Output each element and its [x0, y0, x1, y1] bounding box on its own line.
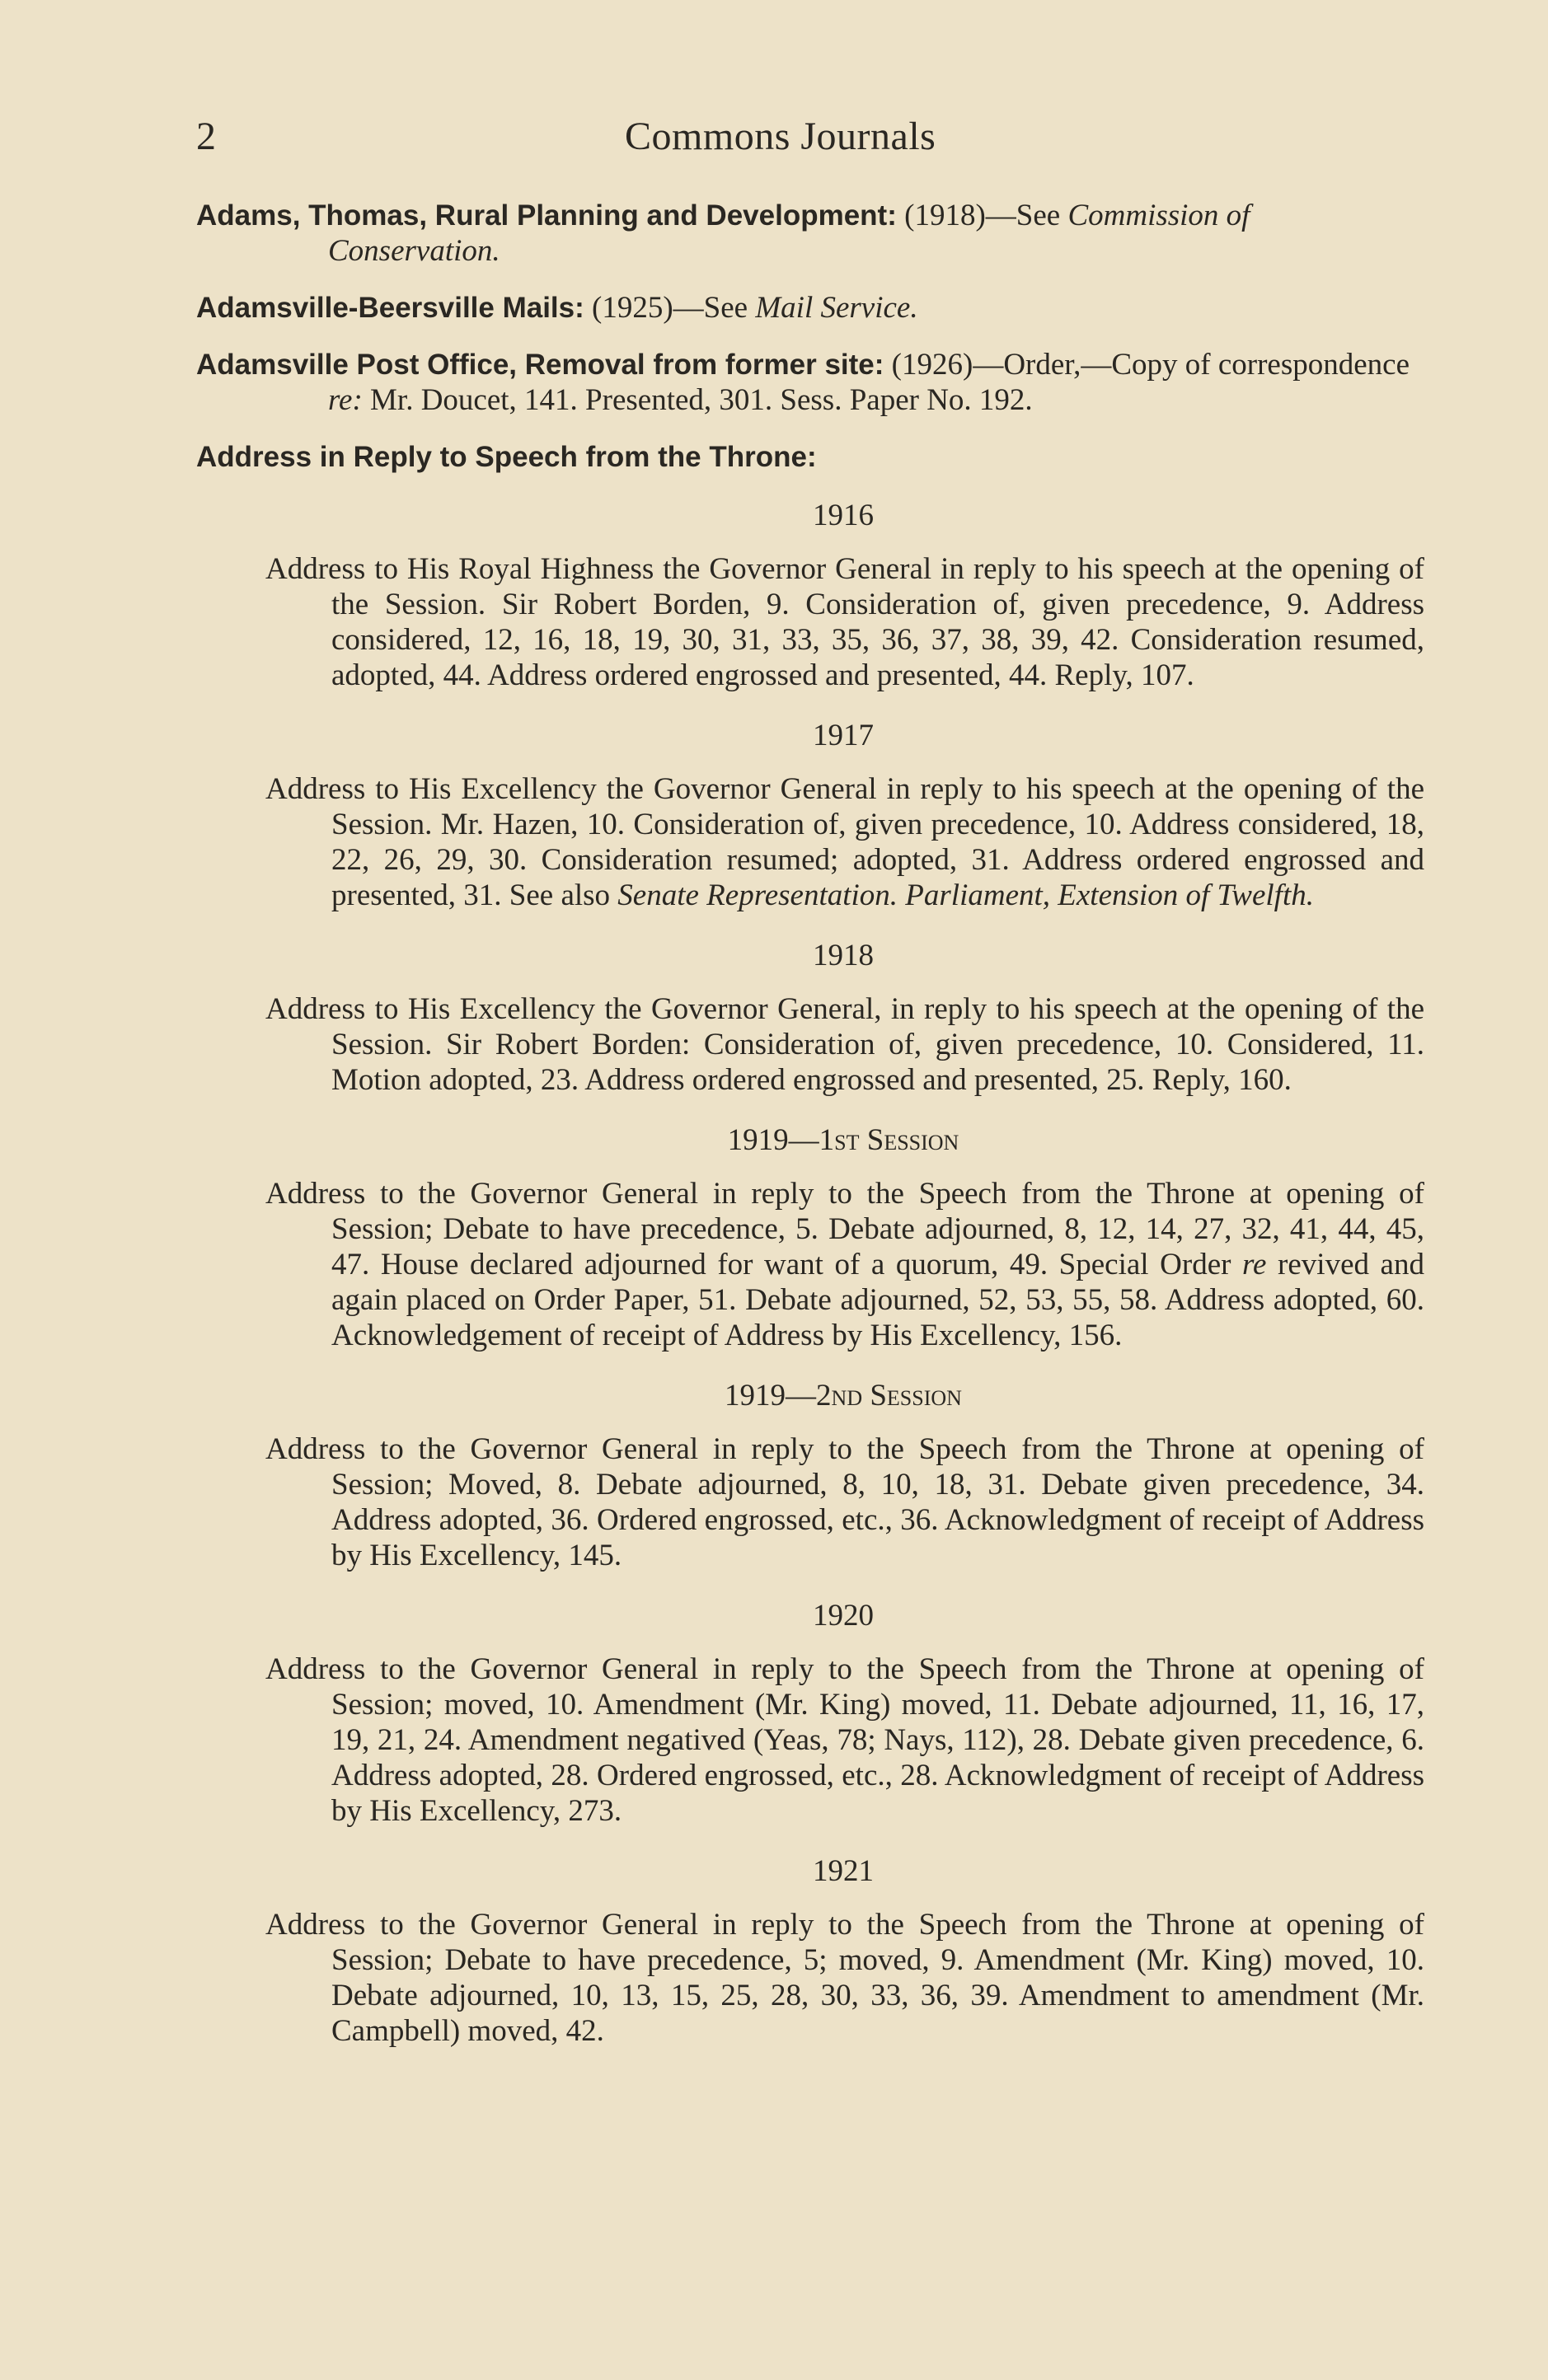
- entry-text: (1926)—Order,—Copy of correspondence: [884, 348, 1410, 382]
- address-heading: Address in Reply to Speech from the Throne:: [196, 441, 817, 473]
- year-heading-1918: 1918: [813, 939, 874, 972]
- year-heading-1916: 1916: [813, 499, 874, 532]
- year-paragraph-1919-first-session: [265, 1176, 1424, 1353]
- entry-text: (1918)—See: [896, 199, 1068, 232]
- year-heading-1921: 1921: [813, 1854, 874, 1888]
- year-paragraph-1921: Address to the Governor General in reply to the Speech from the Throne at opening of Session; Debate to have precedence, 5; moved, 9. Amendment (Mr. King) moved, 10. Debate adjourned, 10, 13, 15, 25, 28, 30, 33, 36, 39. Amendment to amendment (Mr. Campbell) moved, 42.: [265, 1908, 1424, 2048]
- year-paragraph-1916: Address to His Royal Highness the Governor General in reply to his speech at the opening of the Session. Sir Robert Borden, 9. Consideration of, given precedence, 9. Address considered, 12, 16, 18, 19, 30, 31, 33, 35, 36, 37, 38, 39, 42. Consideration resumed, adopted, 44. Address ordered engrossed and presented, 44. Reply, 107.: [265, 552, 1424, 692]
- paragraph-italic: re: [1242, 1248, 1267, 1281]
- index-entry-adamsville-beersville: [196, 290, 1424, 326]
- index-entry-adamsville-post-office: [196, 347, 1424, 418]
- year-label: 1919—2: [725, 1379, 832, 1413]
- entry-text: Mr. Doucet, 141. Presented, 301. Sess. Paper No. 192.: [362, 383, 1033, 417]
- year-heading-1919-first-session: [196, 1122, 1424, 1158]
- page-number: 2: [196, 115, 216, 158]
- paragraph-text: Address to the Governor General in reply to the Speech from the Throne at opening of Session; Debate to have precedence, 5. Debate adjourned, 8, 12, 14, 27, 32, 41, 44, 45, 47. House declared adjourned for want of a quorum, 49. Special Order: [265, 1177, 1424, 1281]
- session-label: st Session: [834, 1123, 959, 1157]
- entry-text: (1925)—See: [584, 291, 756, 325]
- year-paragraph-1920: Address to the Governor General in reply to the Speech from the Throne at opening of Session; moved, 10. Amendment (Mr. King) moved, 11. Debate adjourned, 11, 16, 17, 19, 21, 24. Amendment negatived (Yeas, 78; Nays, 112), 28. Debate given precedence, 6. Address adopted, 28. Ordered engrossed, etc., 28. Acknowledgment of receipt of Address by His Excellency, 273.: [265, 1652, 1424, 1828]
- year-paragraph-1918: Address to His Excellency the Governor General, in reply to his speech at the opening of the Session. Sir Robert Borden: Consideration of, given precedence, 10. Considered, 11. Motion adopted, 23. Address ordered engrossed and presented, 25. Reply, 160.: [265, 992, 1424, 1097]
- paragraph-reference: Senate Representation. Parliament, Extension of Twelfth.: [617, 878, 1314, 912]
- index-body: [196, 198, 1424, 2073]
- running-head: [196, 114, 1433, 163]
- year-heading-1919-second-session: [196, 1378, 1424, 1413]
- running-title: Commons Journals: [625, 115, 936, 158]
- entry-reference: Mail Service.: [755, 291, 918, 325]
- year-paragraph-1919-second-session: Address to the Governor General in reply to the Speech from the Throne at opening of Session; Moved, 8. Debate adjourned, 8, 10, 18, 31. Debate given precedence, 34. Address adopted, 36. Ordered engrossed, etc., 36. Acknowledgment of receipt of Address by His Excellency, 145.: [265, 1432, 1424, 1572]
- index-entry-adams-thomas: [196, 198, 1424, 269]
- entry-heading: Adamsville Post Office, Removal from former site:: [196, 349, 884, 381]
- entry-heading: Adamsville-Beersville Mails:: [196, 292, 584, 324]
- year-label: 1919—1: [727, 1123, 835, 1157]
- entry-reference: re:: [328, 383, 363, 417]
- section-heading-address: [196, 439, 1424, 475]
- session-label: nd Session: [831, 1379, 962, 1413]
- paragraph-text: revived and again placed on Order Paper, 51. Debate adjourned, 52, 53, 55, 58. Address adopted, 60. Acknowledgement of receipt of Address by His Excellency, 156.: [331, 1248, 1424, 1352]
- paragraph-text: Address to His Excellency the Governor General in reply to his speech at the opening of the Session. Mr. Hazen, 10. Consideration of, given precedence, 10. Address considered, 18, 22, 26, 29, 30. Consideration resumed; adopted, 31. Address ordered engrossed and presented, 31. See also: [265, 772, 1424, 912]
- entry-heading: Adams, Thomas, Rural Planning and Development:: [196, 199, 897, 232]
- year-paragraph-1917: [265, 771, 1424, 913]
- entry-reference: Commission of Conservation.: [328, 199, 1250, 268]
- year-heading-1920: 1920: [813, 1599, 874, 1633]
- year-heading-1917: 1917: [813, 719, 874, 752]
